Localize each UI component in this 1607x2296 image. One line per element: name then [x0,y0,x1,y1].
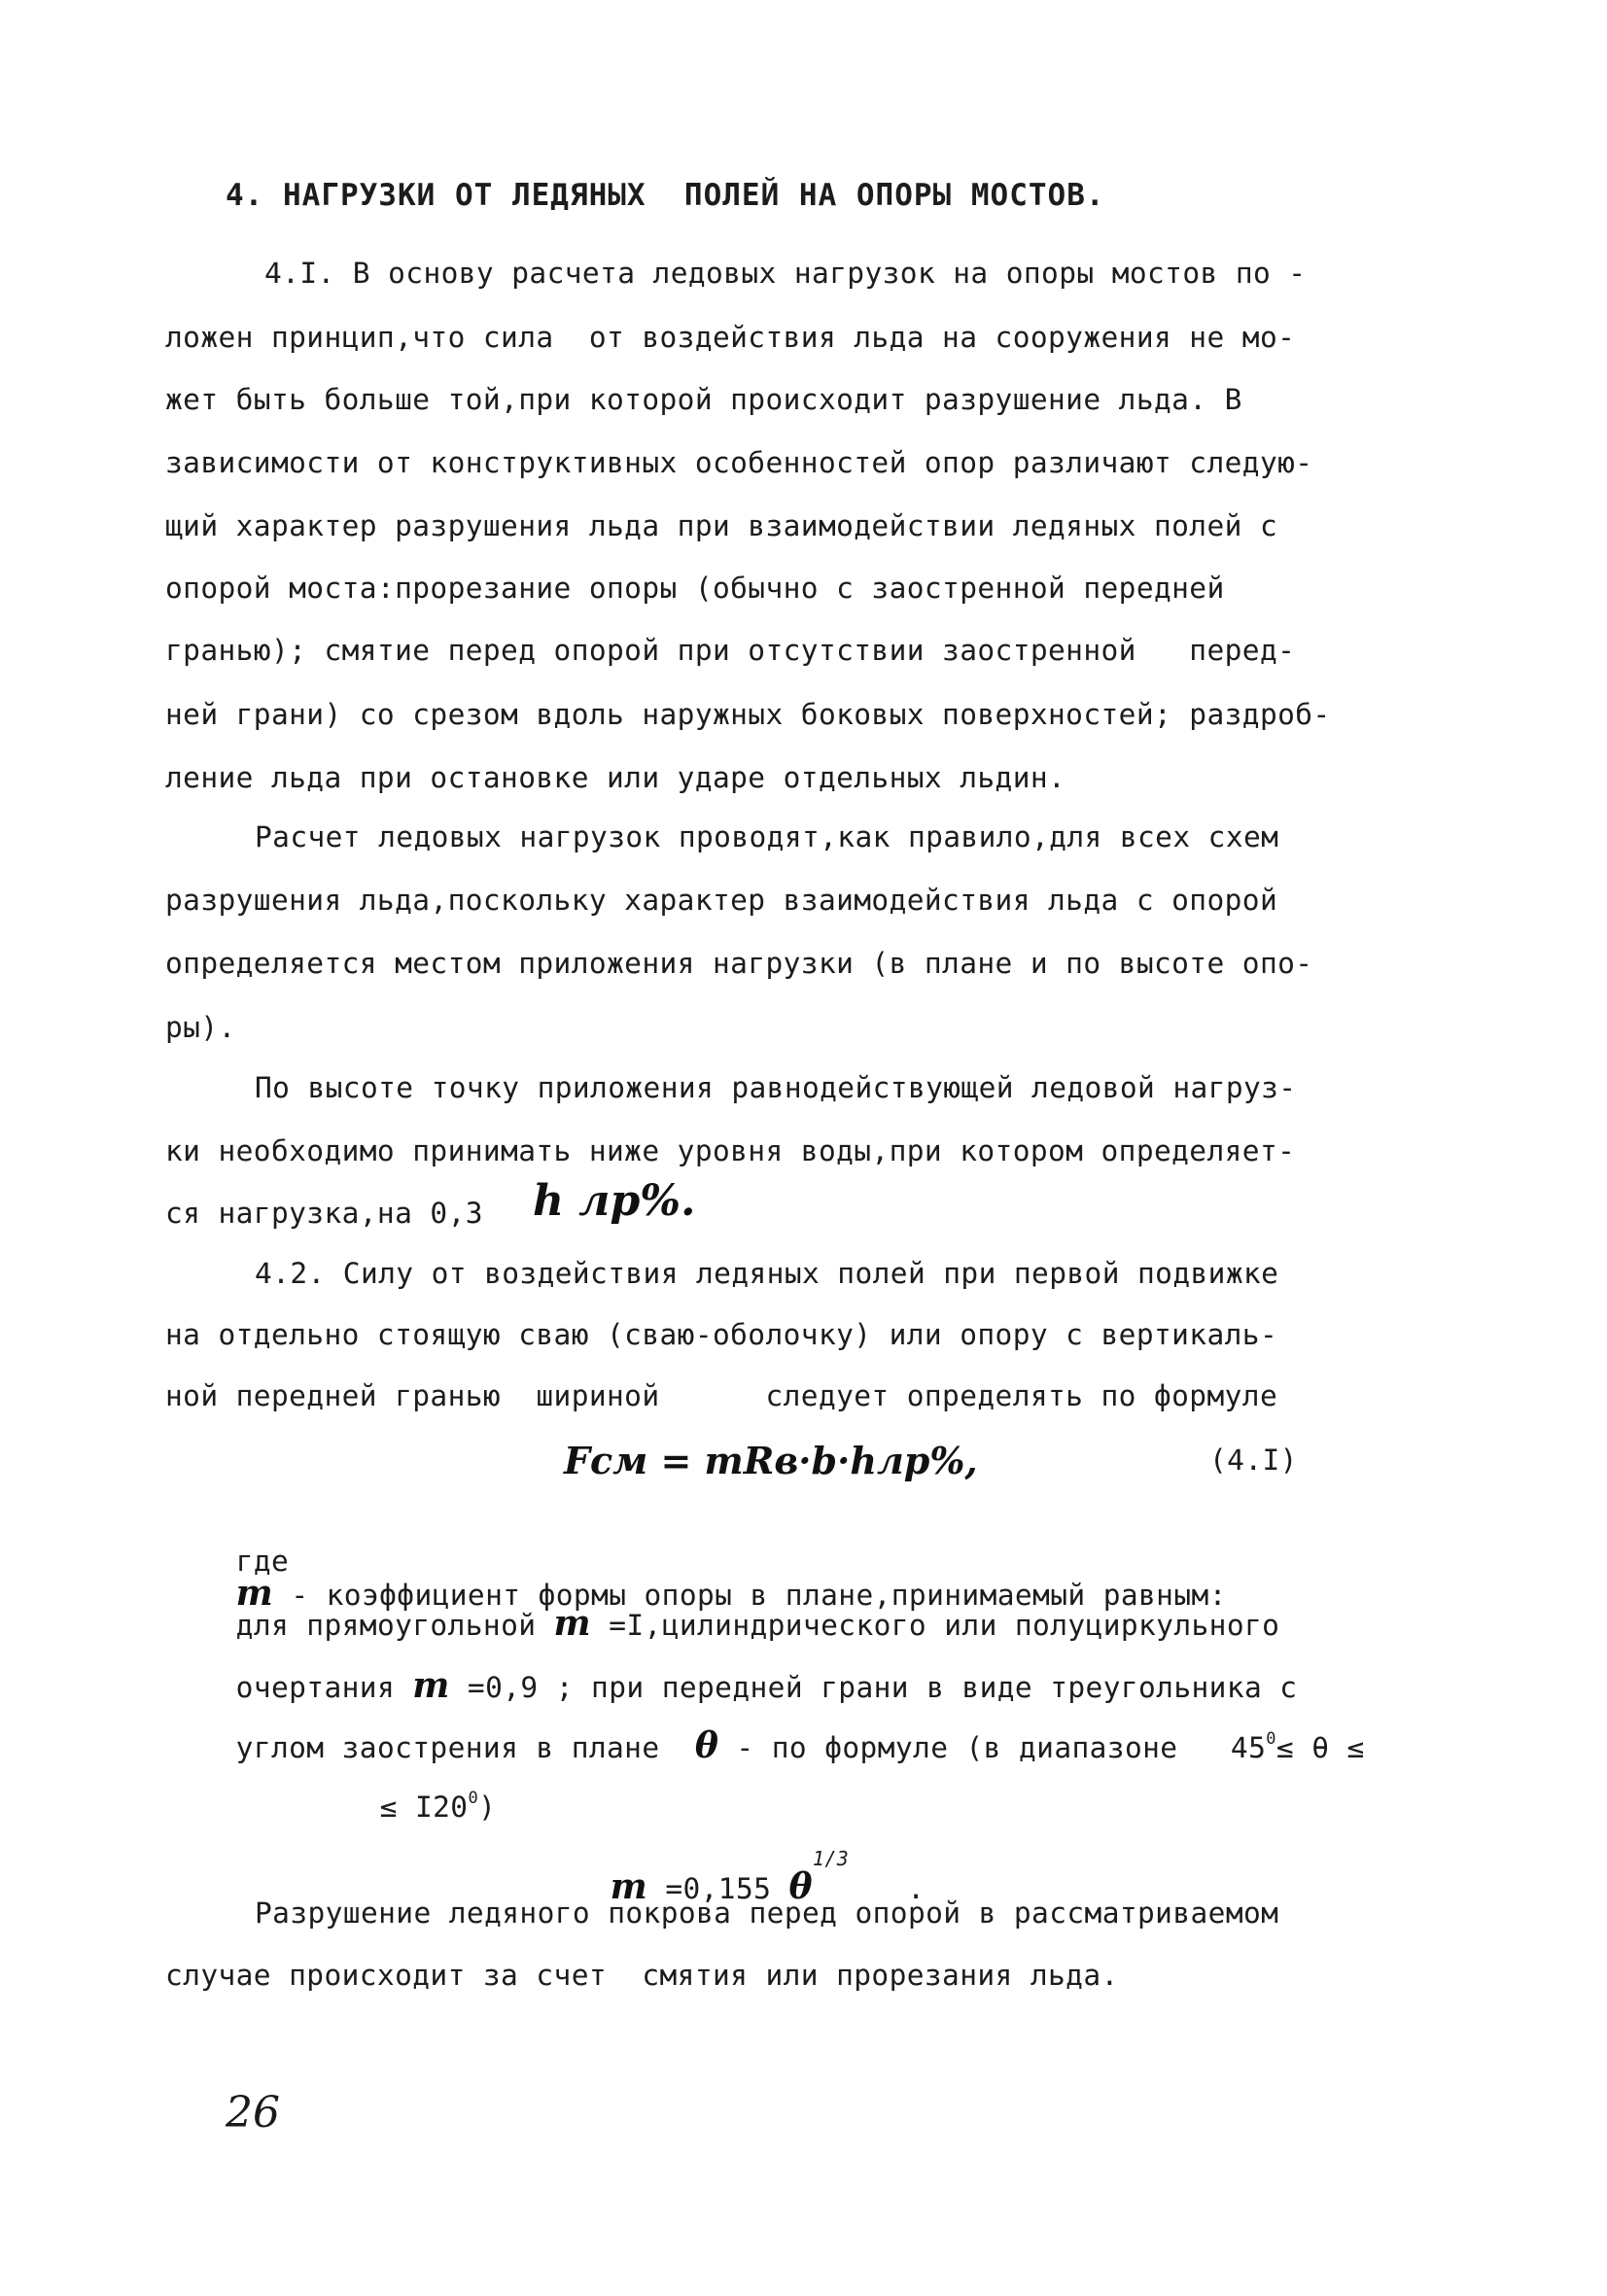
symbol-theta: θ [788,1865,813,1907]
symbol-m: m [610,1865,648,1907]
text-line: ней грани) со срезом вдоль наружных боковых поверхностей; раздроб- [165,698,1331,731]
text-line: разрушения льда,поскольку характер взаимодействия льда с опорой [165,884,1278,917]
formula-m-theta: m =0,155 $\theta^{1/3}$. [610,1846,926,1907]
text-line: ≤ $I20^0$) [379,1788,497,1824]
text-line: где m - коэффициент формы опоры в плане,принимаемый равным: [235,1544,1227,1614]
formula-number: (4.I) [1209,1444,1298,1477]
text-line: очертания m =0,9 ; при передней грани в виде треугольника с [235,1664,1298,1706]
text-line: случае происходит за счет смятия или прорезания льда. [165,1959,1119,1992]
text-line: гранью); смятие перед опорой при отсутствии заостренной перед- [165,634,1296,667]
text-line: ры). [165,1011,236,1044]
text-line: Разрушение ледяного покрова перед опорой в рассматриваемом [255,1896,1279,1930]
text-line: опорой моста:прорезание опоры (обычно с заостренной передней [165,572,1225,605]
text-line: ки необходимо принимать ниже уровня воды,при котором определяет- [165,1134,1296,1167]
text-line: ление льда при остановке или ударе отдельных льдин. [165,761,1066,794]
text-line: ной передней гранью шириной следует определять по формуле [165,1379,1278,1412]
text-line: для прямоугольной m =I,цилиндрического или полуциркульного [235,1602,1280,1644]
text-line: углом заострения в плане θ - по формуле (в диапазоне $45^0\le \theta$ ≤ [235,1724,1365,1766]
text-line: 4.I. В основу расчета ледовых нагрузок на опоры мостов по - [264,257,1307,290]
symbol-m: m [235,1573,274,1614]
text-line: на отдельно стоящую сваю (сваю-оболочку) или опору с вертикаль- [165,1318,1278,1351]
handwritten-hlp: h лр%. [533,1176,696,1226]
text-line: По высоте точку приложения равнодействующей ледовой нагруз- [255,1071,1297,1104]
formula-4-1: Fcм = mRв·b·hлр%, [564,1439,978,1482]
text-line: ся нагрузка,на 0,3 [165,1197,483,1230]
text-line: зависимости от конструктивных особенностей опор различают следую- [165,446,1313,479]
symbol-theta: θ [694,1724,719,1766]
symbol-m: m [553,1602,592,1644]
exponent: 1/3 [812,1846,850,1870]
text-line: ложен принцип,что сила от воздействия льда на сооружения не мо- [165,321,1296,354]
text-line: Расчет ледовых нагрузок проводят,как правило,для всех схем [255,820,1279,853]
section-heading: 4. НАГРУЗКИ ОТ ЛЕДЯНЫХ ПОЛЕЙ НА ОПОРЫ МОСТОВ. [226,178,1105,213]
text-line: 4.2. Силу от воздействия ледяных полей при первой подвижке [255,1257,1279,1290]
symbol-m: m [412,1664,450,1706]
text-line: жет быть больше той,при которой происходит разрушение льда. В [165,383,1242,416]
text-line: определяется местом приложения нагрузки (в плане и по высоте опо- [165,947,1313,980]
page-number: 26 [226,2088,280,2138]
text-line: щий характер разрушения льда при взаимодействии ледяных полей с [165,509,1278,542]
